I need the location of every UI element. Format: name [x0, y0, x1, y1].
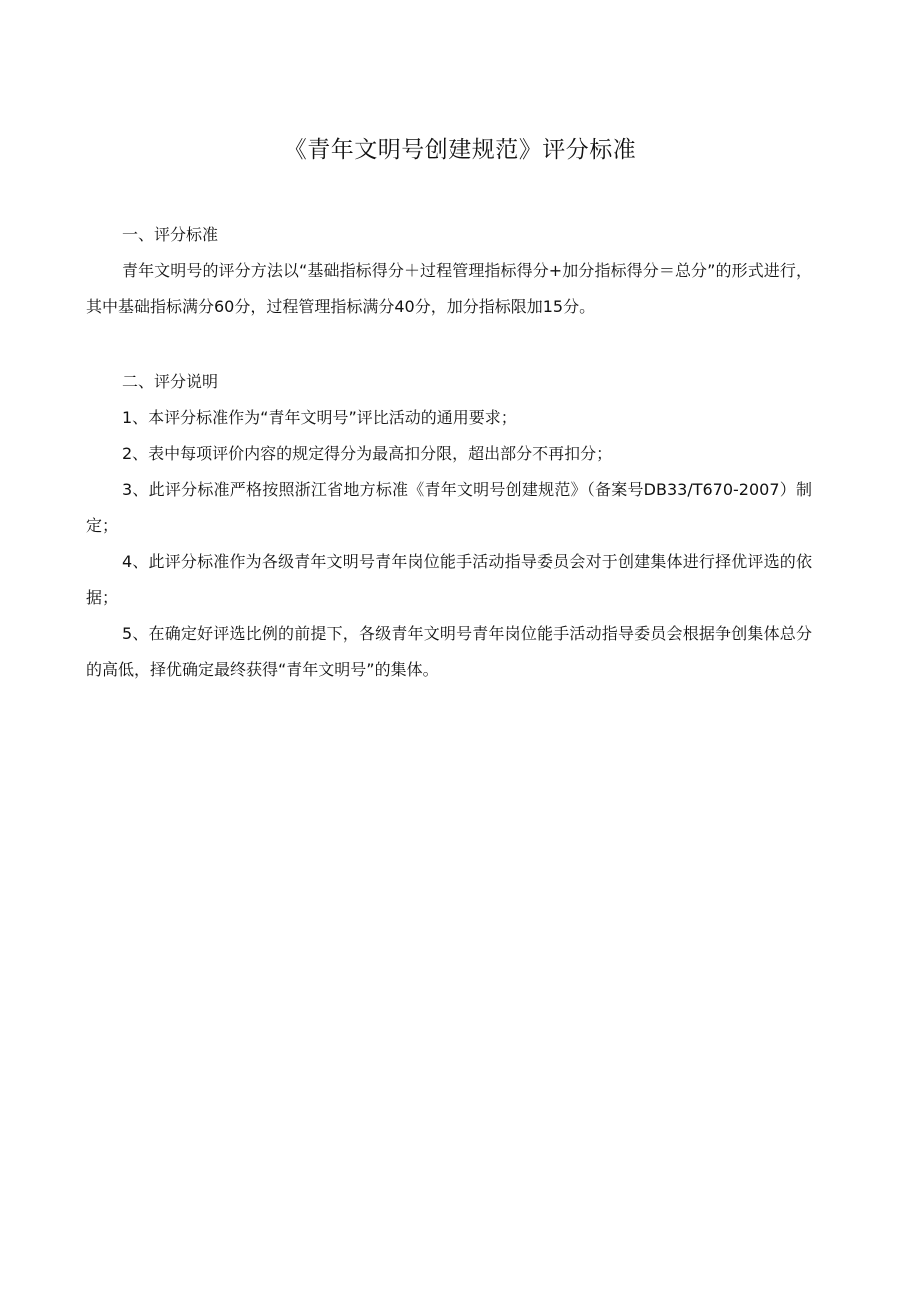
note-item: 1、本评分标准作为“青年文明号”评比活动的通用要求；	[122, 408, 517, 427]
section-scoring-notes	[86, 364, 812, 688]
note-item: 2、表中每项评价内容的规定得分为最高扣分限，超出部分不再扣分；	[122, 444, 613, 463]
note-item: 3、此评分标准严格按照浙江省地方标准《青年文明号创建规范》（备案号DB33/T670-2007）制定；	[86, 480, 812, 535]
note-item: 5、在确定好评选比例的前提下，各级青年文明号青年岗位能手活动指导委员会根据争创集体总分的高低，择优确定最终获得“青年文明号”的集体。	[86, 624, 812, 679]
scoring-method-paragraph: 青年文明号的评分方法以“基础指标得分＋过程管理指标得分+加分指标得分＝总分”的形式进行，其中基础指标满分60分，过程管理指标满分40分，加分指标限加15分。	[86, 261, 812, 316]
note-item: 4、此评分标准作为各级青年文明号青年岗位能手活动指导委员会对于创建集体进行择优评选的依据；	[86, 552, 812, 607]
section-heading: 一、评分标准	[122, 225, 219, 244]
section-scoring-standard	[86, 217, 812, 325]
document-title: 《青年文明号创建规范》评分标准	[283, 137, 637, 163]
section-heading: 二、评分说明	[122, 372, 219, 391]
